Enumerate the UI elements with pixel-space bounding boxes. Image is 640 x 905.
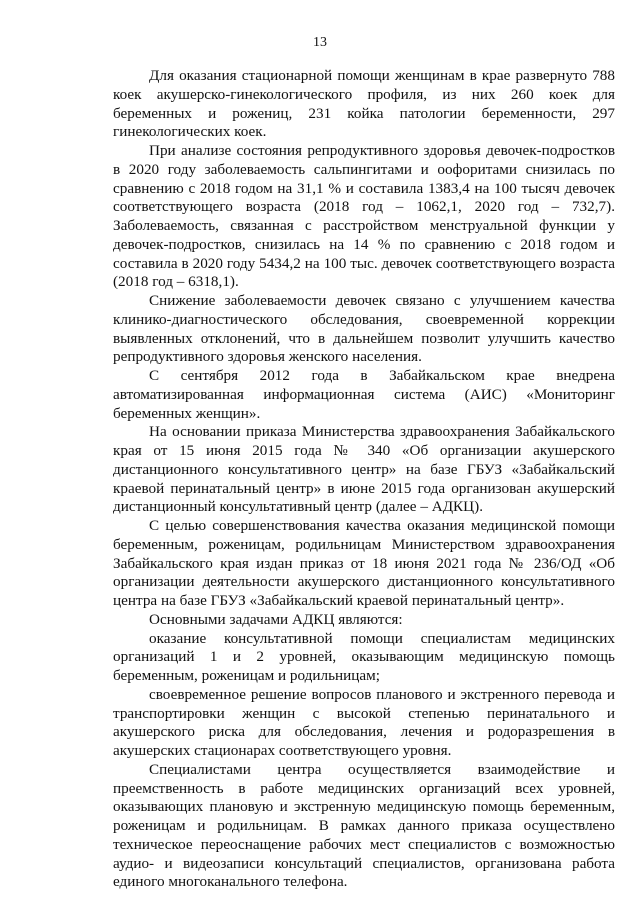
paragraph-morbidity-decrease: Снижение заболеваемости девочек связано с улучшением качества клинико-диагностического обследования, своевременной коррекции выявленных отклонений, что в дальнейшем позволит улучшить качество репродуктивного здоровья женского населения. bbox=[113, 292, 615, 366]
paragraph-interaction: Специалистами центра осуществляется взаимодействие и преемственность в работе медицинских организаций всех уровней, оказывающих плановую и экстренную медицинскую помощь беременным, роженицам и родильницам. В рамках данного приказа осуществлено техническое переоснащение рабочих мест специалистов с возможностью аудио- и видеозаписи консультаций специалистов, организована работа единого многоканального телефона. bbox=[113, 760, 615, 891]
document-body bbox=[113, 67, 615, 892]
paragraph-order-2015: На основании приказа Министерства здравоохранения Забайкальского края от 15 июня 2015 года № 340 «Об организации акушерского дистанционного консультативного центр» на базе ГБУЗ «Забайкальский краевой перинатальный центр» в июне 2015 года организован акушерский дистанционный консультативный центр (далее – АДКЦ). bbox=[113, 423, 615, 516]
paragraph-adolescent-health: При анализе состояния репродуктивного здоровья девочек-подростков в 2020 году заболеваемость сальпингитами и оофоритами снизилась по сравнению с 2018 годом на 31,1 % и составила 1383,4 на 100 тысяч девочек соответствующего возраста (2018 год – 1062,1, 2020 год – 732,7). Заболеваемость, связанная с расстройством менструальной функции у девочек-подростков, снизилась на 14 % по сравнению с 2018 годом и составила в 2020 году 5434,2 на 100 тыс. девочек соответствующего возраста (2018 год – 6318,1). bbox=[113, 142, 615, 291]
page-number: 13 bbox=[313, 35, 327, 50]
paragraph-ais-monitoring: С сентября 2012 года в Забайкальском крае внедрена автоматизированная информационная система (АИС) «Мониторинг беременных женщин». bbox=[113, 367, 615, 422]
paragraph-inpatient-beds: Для оказания стационарной помощи женщинам в крае развернуто 788 коек акушерско-гинекологического профиля, из них 260 коек для беременных и рожениц, 231 койка патологии беременности, 297 гинекологических коек. bbox=[113, 67, 615, 141]
paragraph-task-consulting: оказание консультативной помощи специалистам медицинских организаций 1 и 2 уровней, оказывающим медицинскую помощь беременным, роженицам и родильницам; bbox=[113, 629, 615, 684]
paragraph-task-transfer: своевременное решение вопросов планового и экстренного перевода и транспортировки женщин с высокой степенью перинатального и акушерского риска для обследования, лечения и родоразрешения в акушерских стационарах соответствующего уровня. bbox=[113, 685, 615, 759]
paragraph-order-2021: С целью совершенствования качества оказания медицинской помощи беременным, роженицам, родильницам Министерством здравоохранения Забайкальского края издан приказ от 18 июня 2021 года № 236/ОД «Об организации деятельности акушерского дистанционного консультативного центра на базе ГБУЗ «Забайкальский краевой перинатальный центр». bbox=[113, 517, 615, 609]
paragraph-tasks-heading: Основными задачами АДКЦ являются: bbox=[149, 610, 403, 628]
